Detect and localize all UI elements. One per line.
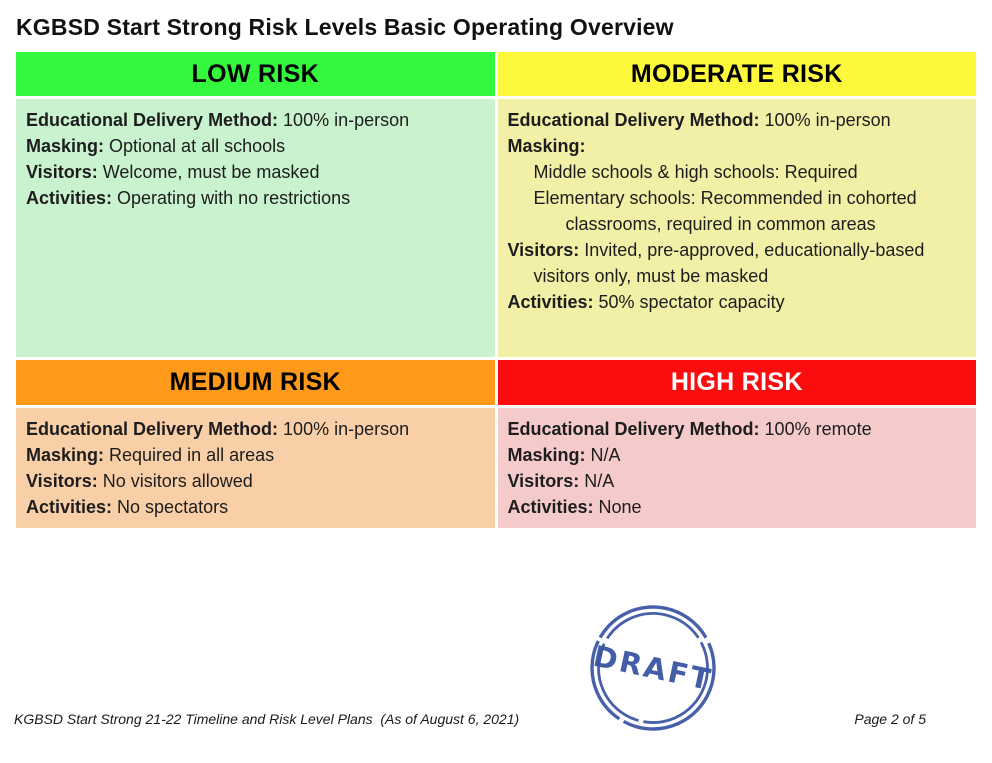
cell-line [508,133,965,159]
cell-line [508,185,965,237]
field-label: Visitors: [26,471,98,491]
field-label: Educational Delivery Method: [26,419,279,439]
footer-document-name: KGBSD Start Strong 21-22 Timeline and Risk Level Plans (As of August 6, 2021) [14,711,520,727]
field-value: Elementary schools: Recommended in cohorted classrooms, required in common areas [533,188,917,234]
field-label: Visitors: [507,471,580,491]
high-risk-header: HIGH RISK [498,360,977,405]
field-value: 100% remote [759,419,872,439]
cell-line [26,416,483,442]
field-value: 100% in-person [278,419,410,439]
field-label: Masking: [26,445,105,465]
cell-line [26,107,483,133]
field-label: Educational Delivery Method: [507,110,760,130]
field-value: Required in all areas [104,445,275,465]
field-label: Activities: [507,292,594,312]
field-value: Optional at all schools [104,136,286,156]
cell-line [26,494,483,520]
cell-line [508,416,965,442]
high-risk-cell [498,408,977,528]
field-label: Visitors: [507,240,580,260]
moderate-risk-header: MODERATE RISK [498,52,977,96]
draft-stamp [583,598,723,738]
field-value: N/A [585,445,621,465]
field-label: Masking: [507,445,586,465]
cell-line [508,237,965,289]
cell-line [508,107,965,133]
field-label: Visitors: [26,162,98,182]
field-label: Activities: [26,188,113,208]
cell-line [508,159,965,185]
field-label: Activities: [507,497,594,517]
field-value: None [593,497,642,517]
draft-stamp-text: DRAFT [590,638,716,698]
field-value: N/A [579,471,615,491]
field-value: 100% in-person [759,110,891,130]
moderate-risk-cell [498,99,977,357]
field-value: Operating with no restrictions [112,188,351,208]
low-risk-cell [16,99,495,357]
cell-line [26,159,483,185]
field-value: No visitors allowed [97,471,253,491]
field-value: No spectators [112,497,229,517]
risk-table [16,52,976,528]
field-label: Educational Delivery Method: [26,110,279,130]
field-label: Educational Delivery Method: [507,419,760,439]
cell-line [508,494,965,520]
cell-line [26,468,483,494]
field-value: Invited, pre-approved, educationally-based visitors only, must be masked [533,240,925,286]
field-value: 50% spectator capacity [593,292,785,312]
field-value: Middle schools & high schools: Required [533,162,858,182]
cell-line [26,185,483,211]
medium-risk-cell [16,408,495,528]
medium-risk-header: MEDIUM RISK [16,360,495,405]
page-number: Page 2 of 5 [854,711,926,727]
cell-line [508,289,965,315]
field-value: Welcome, must be masked [97,162,320,182]
page-title: KGBSD Start Strong Risk Levels Basic Operating Overview [16,14,674,40]
cell-line [26,442,483,468]
cell-line [508,442,965,468]
field-label: Activities: [26,497,113,517]
low-risk-header: LOW RISK [16,52,495,96]
field-value: 100% in-person [278,110,410,130]
field-label: Masking: [507,136,586,156]
cell-line [26,133,483,159]
cell-line [508,468,965,494]
field-label: Masking: [26,136,105,156]
